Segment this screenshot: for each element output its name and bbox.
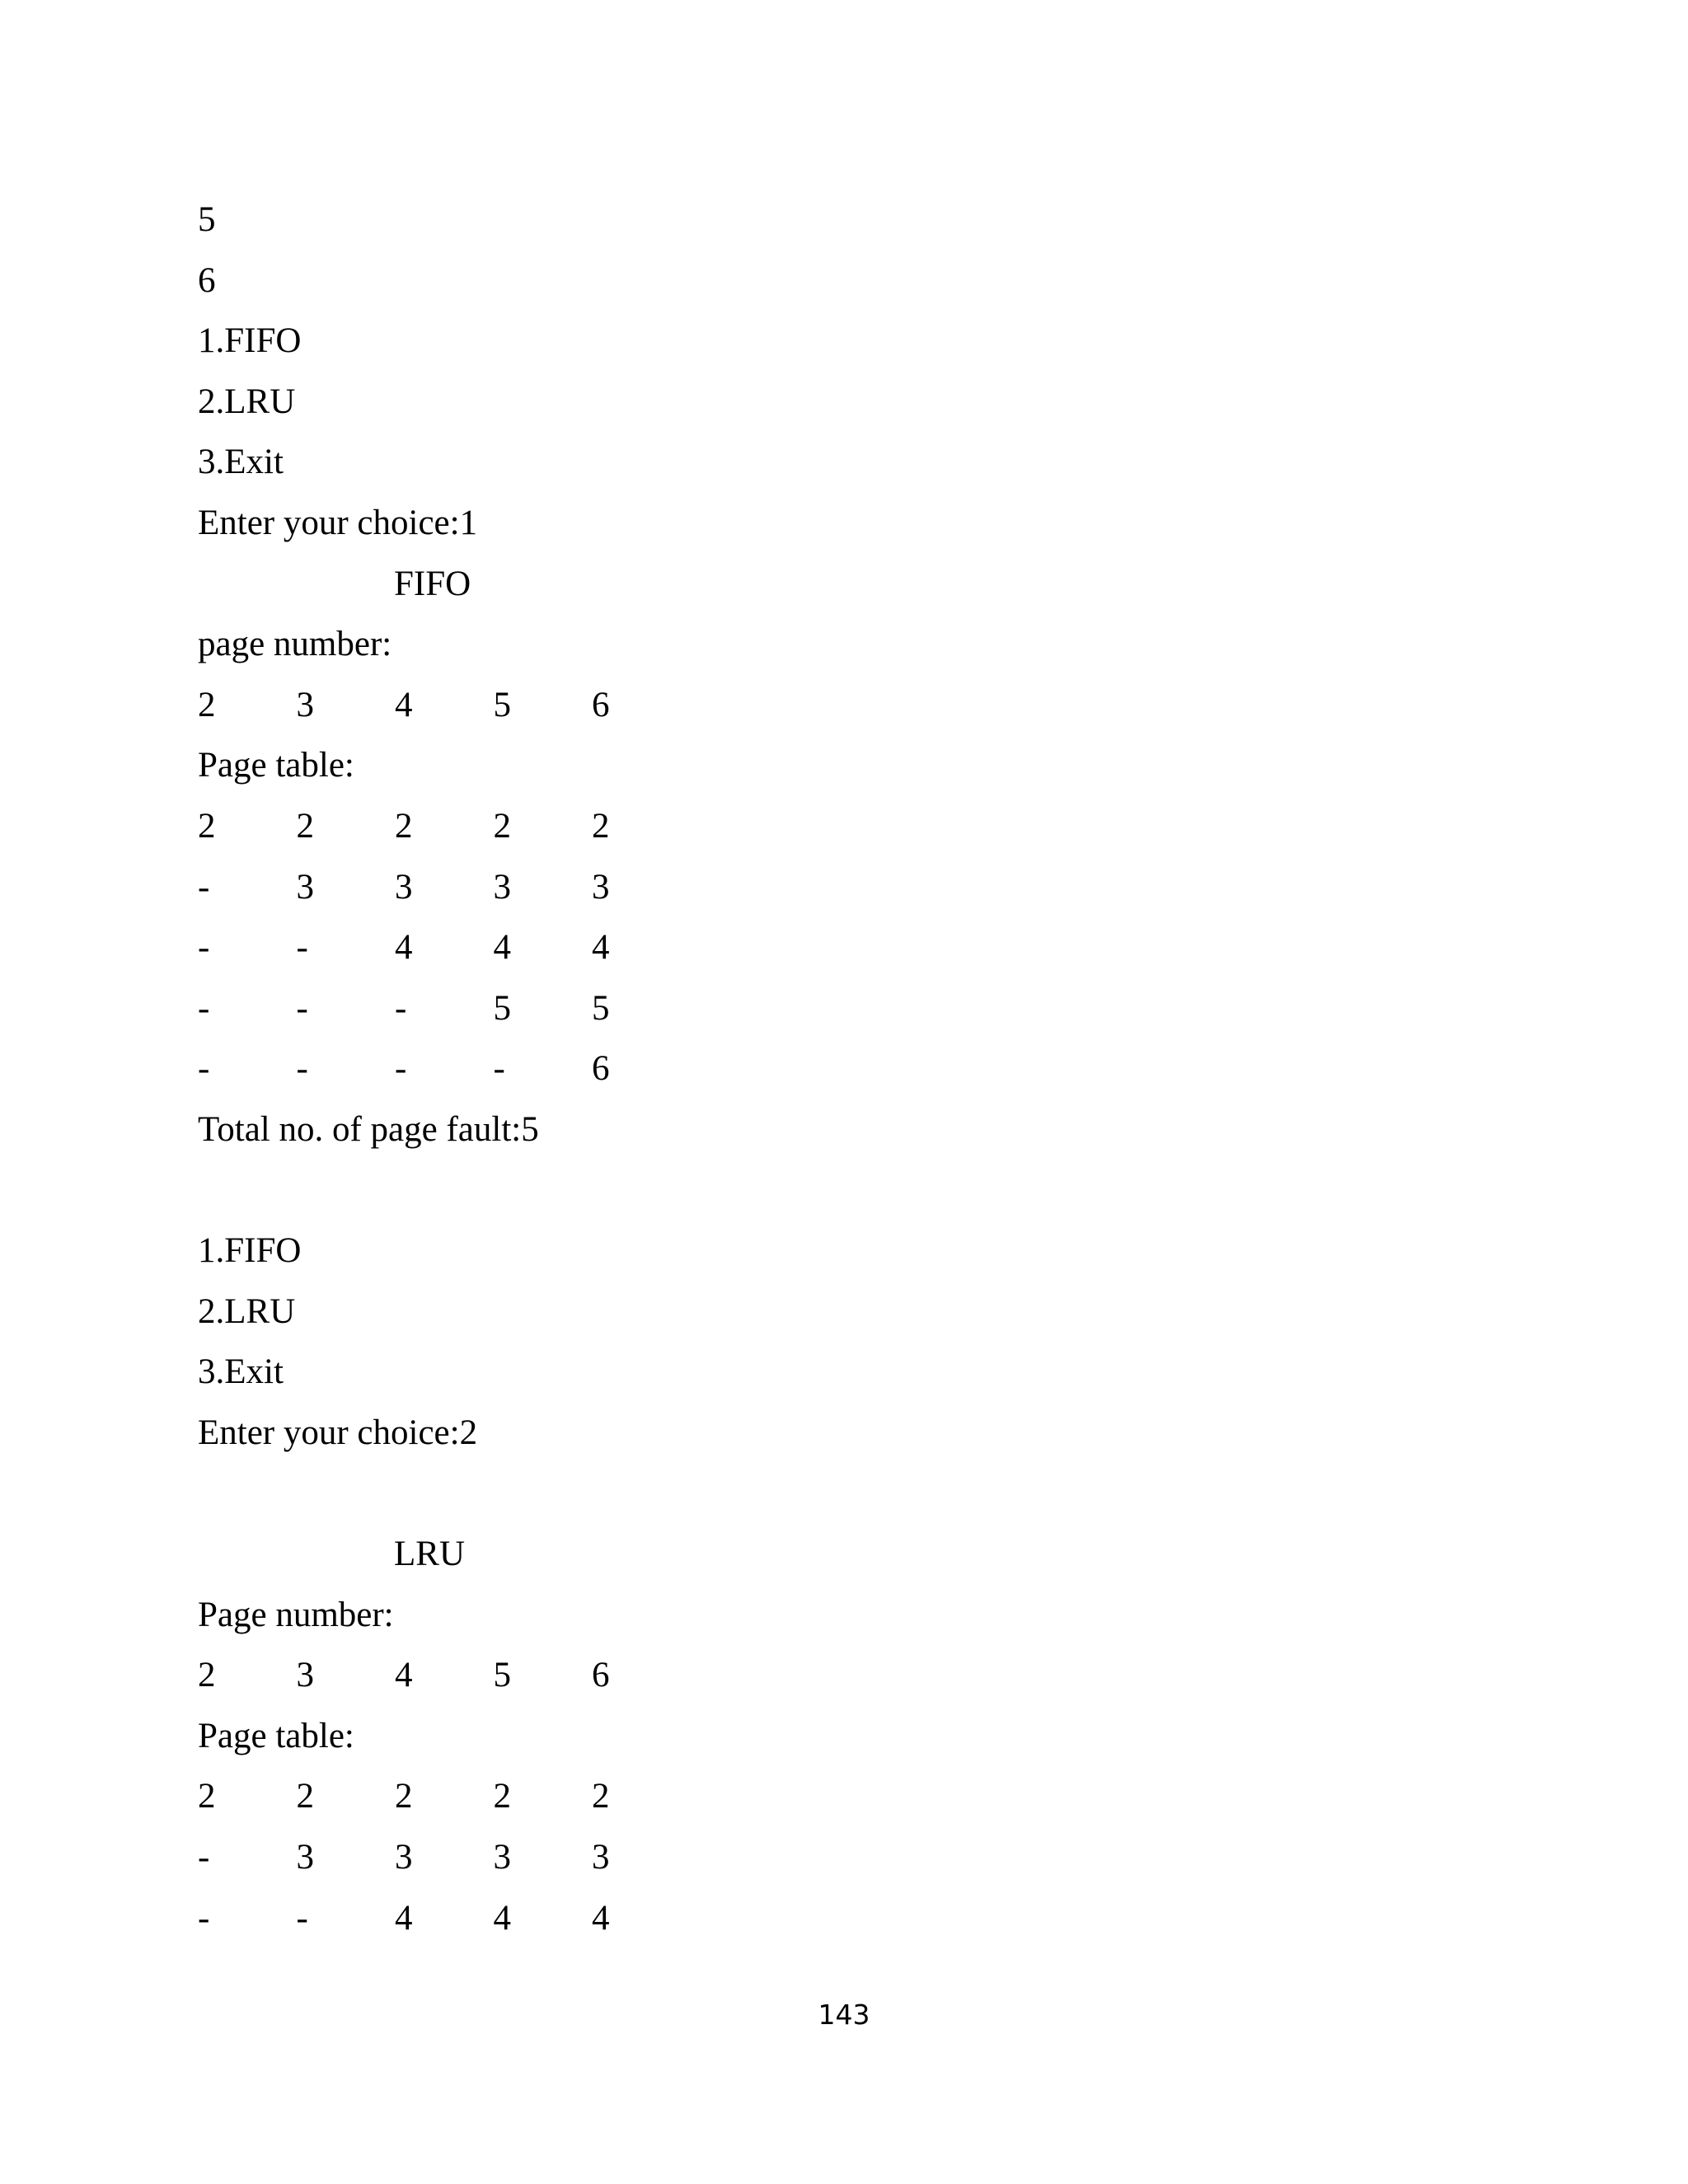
table-cell: 5: [493, 685, 511, 724]
table-cell: 4: [592, 928, 610, 968]
table-cell: -: [296, 988, 308, 1028]
output-line: Page number:: [198, 1595, 394, 1634]
output-line: 1.FIFO: [198, 321, 302, 361]
output-line: Page table:: [198, 746, 354, 785]
blank-line: [198, 1463, 1517, 1524]
table-row: [198, 917, 1517, 978]
table-cell: 2: [592, 806, 610, 846]
output-line: Enter your choice:1: [198, 503, 478, 542]
table-cell: -: [296, 1049, 308, 1089]
table-cell: 2: [198, 685, 216, 724]
output-line: 2.LRU: [198, 1291, 296, 1331]
table-row: [198, 796, 1517, 857]
table-cell: 5: [493, 1656, 511, 1695]
table-cell: 4: [395, 928, 413, 968]
table-row: [198, 1766, 1517, 1827]
table-row: [198, 978, 1517, 1039]
output-line: 3.Exit: [198, 443, 284, 482]
page-number: 143: [818, 1999, 870, 2031]
table-cell: -: [198, 1898, 210, 1938]
table-cell: -: [296, 1898, 308, 1938]
table-cell: 2: [395, 806, 413, 846]
table-cell: 4: [493, 928, 511, 968]
table-cell: -: [198, 928, 210, 968]
table-cell: 3: [592, 867, 610, 907]
table-cell: 4: [493, 1898, 511, 1938]
table-row: [198, 675, 1517, 736]
output-line: Enter your choice:2: [198, 1413, 478, 1452]
table-cell: 6: [592, 1049, 610, 1089]
table-cell: 2: [592, 1777, 610, 1816]
table-cell: 3: [493, 867, 511, 907]
output-line: 6: [198, 260, 216, 300]
table-cell: 4: [592, 1898, 610, 1938]
output-line: 5: [198, 200, 216, 239]
output-line: Total no. of page fault:5: [198, 1109, 539, 1149]
table-cell: -: [296, 928, 308, 968]
table-row: [198, 1827, 1517, 1888]
section-heading: LRU: [394, 1535, 465, 1574]
table-cell: 3: [296, 1838, 314, 1877]
table-cell: -: [493, 1049, 505, 1089]
table-cell: 3: [395, 1838, 413, 1877]
table-cell: 4: [395, 685, 413, 724]
table-cell: 2: [493, 806, 511, 846]
blank-line: [198, 1160, 1517, 1221]
table-cell: 3: [493, 1838, 511, 1877]
output-line: page number:: [198, 625, 392, 664]
table-cell: 3: [296, 685, 314, 724]
table-cell: 6: [592, 685, 610, 724]
table-cell: 2: [296, 806, 314, 846]
table-cell: -: [395, 1049, 407, 1089]
output-line: 1.FIFO: [198, 1231, 302, 1271]
table-cell: 3: [395, 867, 413, 907]
table-row: [198, 1888, 1517, 1949]
table-cell: 4: [395, 1656, 413, 1695]
table-row: [198, 1645, 1517, 1706]
table-cell: 2: [296, 1777, 314, 1816]
table-row: [198, 857, 1517, 918]
output-line: 2.LRU: [198, 382, 296, 421]
table-row: [198, 1038, 1517, 1099]
table-cell: -: [198, 1838, 210, 1877]
table-cell: 2: [198, 1777, 216, 1816]
table-cell: 2: [395, 1777, 413, 1816]
table-cell: 2: [198, 806, 216, 846]
table-cell: 5: [493, 988, 511, 1028]
section-heading: FIFO: [394, 564, 471, 603]
table-cell: -: [198, 867, 210, 907]
table-cell: 6: [592, 1656, 610, 1695]
table-cell: -: [198, 988, 210, 1028]
table-cell: -: [395, 988, 407, 1028]
program-output: [198, 190, 1517, 1948]
table-cell: 2: [198, 1656, 216, 1695]
table-cell: 2: [493, 1777, 511, 1816]
table-cell: 4: [395, 1898, 413, 1938]
table-cell: 5: [592, 988, 610, 1028]
table-cell: 3: [592, 1838, 610, 1877]
table-cell: 3: [296, 867, 314, 907]
table-cell: -: [198, 1049, 210, 1089]
table-cell: 3: [296, 1656, 314, 1695]
output-line: 3.Exit: [198, 1352, 284, 1392]
output-line: Page table:: [198, 1716, 354, 1755]
